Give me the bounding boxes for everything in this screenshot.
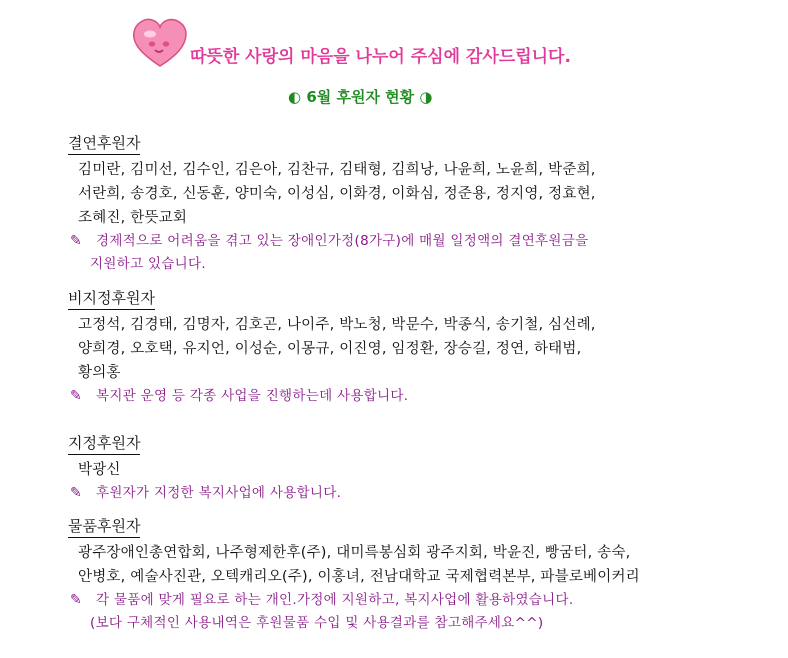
donor-line: 서란희, 송경호, 신동훈, 양미숙, 이성심, 이화경, 이화심, 정준용, 정지영, 정효현, (78, 186, 596, 202)
usage-note-continued: 지원하고 있습니다. (90, 256, 206, 272)
usage-note: ✎ 후원자가 지정한 복지사업에 사용합니다. (68, 482, 738, 505)
section-title: 비지정후원자 (68, 287, 155, 310)
section-designated-donors (68, 432, 738, 505)
donor-list (78, 541, 738, 589)
heart-icon (130, 14, 190, 70)
donor-line: 고정석, 김경태, 김명자, 김호곤, 나이주, 박노청, 박문수, 박종식, 송기철, 심선례, (78, 317, 596, 333)
usage-note: ✎ 각 물품에 맞게 필요로 하는 개인.가정에 지원하고, 복지사업에 활용하였습니다. (68, 589, 738, 612)
donor-line: 광주장애인총연합회, 나주형제한후(주), 대미륵봉심회 광주지회, 박윤진, 빵굼터, 송숙, (78, 545, 631, 561)
section-title: 물품후원자 (68, 515, 140, 538)
pencil-icon: ✎ (70, 485, 83, 501)
section-goods-donors (68, 515, 738, 635)
section-title: 지정후원자 (68, 432, 140, 455)
donor-line: 조혜진, 한뜻교회 (78, 210, 188, 226)
usage-note: ✎ 경제적으로 어려움을 겪고 있는 장애인가정(8가구)에 매월 일정액의 결연후원금을 (68, 230, 738, 253)
section-title: 결연후원자 (68, 132, 140, 155)
donor-line: 안병호, 예술사진관, 오텍캐리오(주), 이홍녀, 전남대학교 국제협력본부, 파블로베이커리 (78, 569, 640, 585)
donor-list (78, 458, 738, 482)
section-unrestricted-donors (68, 287, 738, 408)
donor-line: 황의홍 (78, 365, 121, 381)
donor-line: 박광신 (78, 462, 121, 478)
pencil-icon: ✎ (70, 233, 83, 249)
usage-note: ✎ 복지관 운영 등 각종 사업을 진행하는데 사용합니다. (68, 385, 738, 408)
half-moon-left-icon: ◐ (288, 88, 302, 106)
subtitle-text: 6월 후원자 현황 (306, 88, 415, 106)
page-subtitle (288, 86, 432, 107)
donor-line: 김미란, 김미선, 김수인, 김은아, 김찬규, 김태형, 김희낭, 나윤희, 노윤희, 박준희, (78, 162, 596, 178)
donor-line: 양희경, 오호택, 유지언, 이성순, 이몽규, 이진영, 임정환, 장승길, 정연, 하태범, (78, 341, 582, 357)
pencil-icon: ✎ (70, 592, 83, 608)
usage-note-continued: (보다 구체적인 사용내역은 후원물품 수입 및 사용결과를 참고해주세요^^) (90, 615, 544, 631)
half-moon-right-icon: ◑ (419, 88, 433, 106)
pencil-icon: ✎ (70, 388, 83, 404)
donor-list (78, 313, 738, 385)
page-title: 따뜻한 사랑의 마음을 나누어 주심에 감사드립니다. (190, 47, 571, 67)
header (0, 0, 788, 120)
donor-list (78, 158, 738, 230)
section-sponsorship-donors (68, 132, 738, 276)
